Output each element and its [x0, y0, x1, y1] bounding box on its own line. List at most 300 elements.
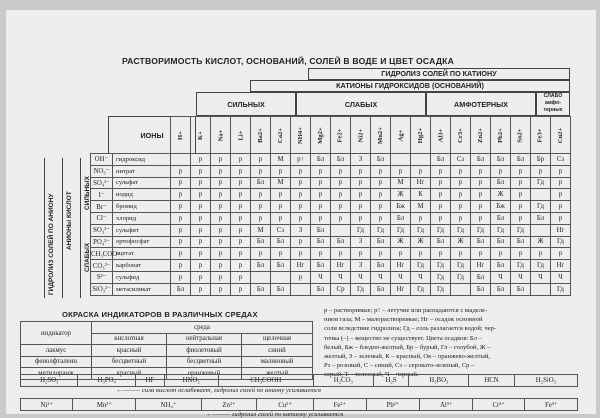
- indicator-color: красный: [92, 368, 167, 380]
- table-row: [91, 165, 571, 177]
- solubility-cell: Гд: [431, 283, 451, 295]
- solubility-cell: р: [431, 177, 451, 189]
- solubility-cell: р: [531, 165, 551, 177]
- solubility-cell: р: [331, 177, 351, 189]
- solubility-cell: Нг: [411, 177, 431, 189]
- solubility-cell: р: [471, 177, 491, 189]
- solubility-cell: р: [231, 177, 251, 189]
- solubility-cell: р: [251, 189, 271, 201]
- solubility-cell: Ч: [311, 271, 331, 283]
- solubility-cell: р: [331, 189, 351, 201]
- solubility-cell: Бж: [491, 201, 511, 213]
- solubility-cell: р: [271, 212, 291, 224]
- solubility-cell: р: [431, 165, 451, 177]
- indicator-color: оранжевый: [167, 368, 242, 380]
- solubility-cell: Бл: [491, 212, 511, 224]
- medium-acid: кислотная: [92, 333, 167, 345]
- solubility-cell: [531, 224, 551, 236]
- solubility-cell: М: [411, 201, 431, 213]
- cation-header: Fe3+: [531, 117, 551, 154]
- solubility-cell: М: [271, 177, 291, 189]
- cation-header: Zn2+: [471, 117, 491, 154]
- solubility-cell: р: [291, 177, 311, 189]
- legend-line: белый, Бж – бледно-желтый, Бр – бурый, Гл – голубой, Ж –: [324, 343, 491, 351]
- solubility-cell: р: [171, 224, 191, 236]
- solubility-cell: Бл: [171, 283, 191, 295]
- solubility-cell: р: [351, 165, 371, 177]
- cation-header-row: [91, 117, 571, 154]
- solubility-cell: Бл: [471, 283, 491, 295]
- solubility-cell: Бл: [491, 260, 511, 272]
- solubility-cell: Гд: [551, 236, 571, 248]
- solubility-cell: Ч: [391, 271, 411, 283]
- solubility-cell: [271, 271, 291, 283]
- solubility-cell: [391, 154, 411, 166]
- cation-header: K+: [191, 117, 211, 154]
- anion-formula: NO₃⁻: [91, 165, 113, 177]
- solubility-cell: Ж: [451, 236, 471, 248]
- indicator-row: [21, 345, 313, 357]
- solubility-cell: [531, 189, 551, 201]
- solubility-cell: Нг: [551, 224, 571, 236]
- header-ions: ИОНЫ: [108, 116, 196, 154]
- cation-formula: Zn²⁺: [201, 399, 256, 411]
- side-rule: [62, 158, 63, 298]
- solubility-cell: р: [211, 283, 231, 295]
- solubility-cell: Ж: [391, 189, 411, 201]
- solubility-cell: р: [371, 177, 391, 189]
- legend-line: нием газа; М – малорастворимые; Нг – осадок основной: [324, 316, 483, 324]
- acid-formula: H₃BO₃: [409, 375, 469, 387]
- table-row: [91, 236, 571, 248]
- solubility-cell: Бл: [251, 283, 271, 295]
- cation-header: Fe2+: [331, 117, 351, 154]
- solubility-cell: р: [191, 224, 211, 236]
- solubility-cell: Бл: [491, 283, 511, 295]
- solubility-cell: р: [171, 177, 191, 189]
- solubility-cell: Гд: [391, 224, 411, 236]
- solubility-cell: р: [371, 201, 391, 213]
- solubility-cell: р: [231, 201, 251, 213]
- solubility-cell: Бл: [491, 154, 511, 166]
- solubility-cell: [171, 154, 191, 166]
- solubility-cell: Гд: [351, 283, 371, 295]
- solubility-cell: р: [211, 189, 231, 201]
- solubility-cell: Бл: [371, 260, 391, 272]
- solubility-cell: р: [191, 177, 211, 189]
- solubility-cell: р: [311, 248, 331, 260]
- solubility-cell: Бл: [251, 260, 271, 272]
- anion-name: сульфат: [113, 177, 171, 189]
- solubility-cell: М: [251, 224, 271, 236]
- cation-header: Ba2+: [251, 117, 271, 154]
- solubility-cell: Бл: [311, 260, 331, 272]
- medium-alkaline: щелочная: [242, 333, 313, 345]
- solubility-cell: З: [351, 154, 371, 166]
- indicator-row: [21, 356, 313, 368]
- solubility-cell: р: [231, 212, 251, 224]
- table-row: [91, 212, 571, 224]
- cation-header: Sn2+: [511, 117, 531, 154]
- indicator-color: фиолетовый: [167, 345, 242, 357]
- solubility-cell: р: [451, 248, 471, 260]
- solubility-cell: Гд: [351, 224, 371, 236]
- solubility-cell: Ср: [331, 283, 351, 295]
- solubility-cell: р: [331, 212, 351, 224]
- header-weak: СЛАБЫХ: [296, 92, 426, 116]
- solubility-cell: [291, 283, 311, 295]
- solubility-cell: З: [291, 224, 311, 236]
- solubility-cell: Ч: [511, 271, 531, 283]
- acid-formula: H₂CO₃: [313, 375, 373, 387]
- solubility-cell: р: [211, 236, 231, 248]
- anion-formula: OH⁻: [91, 154, 113, 166]
- solubility-cell: р: [191, 260, 211, 272]
- medium-col-header: среда: [92, 322, 313, 334]
- indicator-name: метилоранж: [21, 368, 92, 380]
- solubility-cell: р: [551, 177, 571, 189]
- solubility-cell: р: [291, 201, 311, 213]
- cation-header: Al3+: [431, 117, 451, 154]
- solubility-cell: Ч: [331, 271, 351, 283]
- solubility-cell: р: [171, 189, 191, 201]
- solubility-cell: р: [371, 212, 391, 224]
- solubility-cell: р: [191, 236, 211, 248]
- solubility-cell: Нг: [331, 260, 351, 272]
- solubility-cell: р: [351, 177, 371, 189]
- solubility-cell: р: [171, 165, 191, 177]
- solubility-cell: р: [231, 165, 251, 177]
- cation-formula: Fe²⁺: [314, 399, 366, 411]
- indicator-col-header: индикатор: [21, 322, 92, 345]
- solubility-cell: Сз: [271, 224, 291, 236]
- solubility-cell: Бл: [371, 283, 391, 295]
- solubility-cell: Гд: [511, 260, 531, 272]
- legend-line: р – растворимые; р↑ – летучие или распадаются с выделе-: [324, 307, 488, 314]
- solubility-cell: Бж: [391, 201, 411, 213]
- indicator-color: синий: [242, 345, 313, 357]
- anion-name: метасиликат: [113, 283, 171, 295]
- cation-header: Ag+: [391, 117, 411, 154]
- header-strong: СИЛЬНЫХ: [196, 92, 296, 116]
- legend-line: Рз – розовый, С – синий, Сз – серовато-зеленый, Ср –: [324, 362, 475, 370]
- solubility-cell: Бл: [431, 236, 451, 248]
- solubility-cell: [251, 271, 271, 283]
- anion-name: сульфит: [113, 224, 171, 236]
- solubility-cell: р: [291, 165, 311, 177]
- solubility-cell: [451, 283, 471, 295]
- cation-header: Pb2+: [491, 117, 511, 154]
- legend-line: соли вследствие гидролиза; Гд – соль разлагается водой; чер-: [324, 325, 497, 333]
- solubility-cell: М: [391, 177, 411, 189]
- solubility-cell: р: [211, 165, 231, 177]
- solubility-cell: р: [391, 248, 411, 260]
- solubility-cell: р: [511, 189, 531, 201]
- solubility-cell: р: [211, 201, 231, 213]
- anion-formula: PO₄³⁻: [91, 236, 113, 248]
- solubility-cell: р: [191, 189, 211, 201]
- solubility-cell: Ч: [411, 271, 431, 283]
- solubility-cell: р: [371, 189, 391, 201]
- solubility-cell: р: [431, 212, 451, 224]
- cation-formula: Fe³⁺: [525, 399, 578, 411]
- side-strong: СИЛЬНЫХ: [84, 176, 91, 210]
- acid-formula: H₃PO₄: [78, 375, 135, 387]
- solubility-cell: К: [411, 189, 431, 201]
- cation-header: Cr3+: [451, 117, 471, 154]
- acid-formula: H₂SO₃: [21, 375, 78, 387]
- solubility-cell: р: [191, 212, 211, 224]
- solubility-cell: р: [211, 154, 231, 166]
- solubility-cell: р: [351, 248, 371, 260]
- solubility-cell: Бл: [371, 154, 391, 166]
- header-hydrolysis-cation: ГИДРОЛИЗ СОЛЕЙ ПО КАТИОНУ: [308, 68, 570, 80]
- anion-formula: SiO₃²⁻: [91, 283, 113, 295]
- legend-line: точка (–) – вещество не существует. Цвета осадков: Бл –: [324, 334, 482, 342]
- solubility-cell: [331, 224, 351, 236]
- solubility-cell: Бл: [311, 236, 331, 248]
- solubility-cell: р: [531, 248, 551, 260]
- document-sheet: [6, 10, 596, 418]
- solubility-cell: Бл: [271, 283, 291, 295]
- medium-neutral: нейтральная: [167, 333, 242, 345]
- anion-name: карбонат: [113, 260, 171, 272]
- solubility-cell: Ж: [531, 236, 551, 248]
- solubility-cell: р: [171, 236, 191, 248]
- solubility-cell: Бл: [511, 283, 531, 295]
- solubility-cell: Бл: [311, 224, 331, 236]
- indicator-name: лакмус: [21, 345, 92, 357]
- solubility-cell: р: [231, 189, 251, 201]
- solubility-cell: р: [471, 189, 491, 201]
- indicator-color: малиновый: [242, 356, 313, 368]
- solubility-cell: Бл: [391, 212, 411, 224]
- solubility-cell: р: [511, 212, 531, 224]
- anion-name: гидроксид: [113, 154, 171, 166]
- solubility-cell: р: [411, 248, 431, 260]
- table-row: [91, 177, 571, 189]
- solubility-cell: р: [231, 271, 251, 283]
- legend-line: серый, Т – телесный, Ч – черный.: [324, 371, 419, 379]
- side-acid-anions: АНИОНЫ КИСЛОТ: [66, 191, 73, 250]
- solubility-cell: р: [231, 224, 251, 236]
- acids-caption: ←——— сила кислот ослабевает, гидролиз солей по аниону усиливается: [116, 387, 321, 394]
- solubility-cell: Бл: [251, 236, 271, 248]
- solubility-cell: Сз: [551, 154, 571, 166]
- legend-notes: [324, 306, 496, 380]
- solubility-cell: р: [251, 165, 271, 177]
- solubility-cell: Бл: [511, 154, 531, 166]
- solubility-cell: р: [511, 248, 531, 260]
- cation-header: Cu2+: [551, 117, 571, 154]
- acid-formula: HF: [135, 375, 164, 387]
- side-rule: [80, 158, 81, 298]
- solubility-cell: р: [191, 271, 211, 283]
- solubility-cell: р: [511, 177, 531, 189]
- solubility-cell: Бл: [271, 236, 291, 248]
- solubility-cell: Ч: [491, 271, 511, 283]
- anion-formula: SO₃²⁻: [91, 224, 113, 236]
- acid-formula: HNO₂: [164, 375, 218, 387]
- solubility-cell: р: [511, 201, 531, 213]
- solubility-cell: р: [231, 236, 251, 248]
- solubility-cell: р: [551, 189, 571, 201]
- solubility-cell: р: [351, 212, 371, 224]
- solubility-cell: р: [451, 201, 471, 213]
- solubility-cell: р: [471, 201, 491, 213]
- solubility-cell: Ч: [551, 271, 571, 283]
- solubility-cell: р: [271, 165, 291, 177]
- cation-header: Ni2+: [351, 117, 371, 154]
- solubility-cell: Гд: [531, 260, 551, 272]
- solubility-cell: Бл: [371, 236, 391, 248]
- header-cations-hydroxides: КАТИОНЫ ГИДРОКСИДОВ (ОСНОВАНИЙ): [250, 80, 570, 92]
- solubility-cell: З: [351, 260, 371, 272]
- anion-name: бромид: [113, 201, 171, 213]
- solubility-cell: р: [251, 212, 271, 224]
- cation-header: H+: [171, 117, 191, 154]
- solubility-table: [90, 116, 571, 296]
- solubility-cell: р: [551, 212, 571, 224]
- side-weak: СЛАБЫХ: [84, 242, 91, 272]
- solubility-cell: р: [551, 248, 571, 260]
- solubility-cell: Бл: [311, 283, 331, 295]
- table-row: [91, 271, 571, 283]
- solubility-cell: р: [231, 248, 251, 260]
- header-amphoteric: АМФОТЕРНЫХ: [426, 92, 536, 116]
- solubility-cell: р: [171, 201, 191, 213]
- solubility-cell: Гд: [411, 283, 431, 295]
- solubility-cell: р: [271, 248, 291, 260]
- solubility-cell: р: [291, 248, 311, 260]
- table-row: [91, 189, 571, 201]
- solubility-cell: р: [411, 212, 431, 224]
- indicator-name: фенолфталеин: [21, 356, 92, 368]
- solubility-cell: р: [211, 177, 231, 189]
- solubility-cell: р: [431, 248, 451, 260]
- acid-formula: HCN: [469, 375, 515, 387]
- table-row: [91, 260, 571, 272]
- solubility-cell: р: [471, 212, 491, 224]
- indicator-color: красный: [92, 345, 167, 357]
- solubility-cell: р: [491, 248, 511, 260]
- solubility-cell: р: [331, 165, 351, 177]
- solubility-cell: р: [551, 201, 571, 213]
- cation-header: Mg2+: [311, 117, 331, 154]
- solubility-cell: Бл: [471, 154, 491, 166]
- acid-formula: H₂S: [373, 375, 409, 387]
- solubility-cell: р: [511, 165, 531, 177]
- solubility-cell: р: [191, 283, 211, 295]
- side-rule: [44, 158, 45, 298]
- solubility-cell: Бл: [271, 260, 291, 272]
- cation-header: Ca2+: [271, 117, 291, 154]
- solubility-cell: Гд: [431, 271, 451, 283]
- solubility-cell: р: [311, 165, 331, 177]
- solubility-cell: Гд: [411, 260, 431, 272]
- solubility-cell: З: [351, 236, 371, 248]
- solubility-cell: р: [311, 201, 331, 213]
- solubility-cell: р: [351, 201, 371, 213]
- anion-formula: Cl⁻: [91, 212, 113, 224]
- solubility-cell: Бл: [471, 271, 491, 283]
- solubility-cell: Бр: [531, 154, 551, 166]
- solubility-cell: Гд: [551, 283, 571, 295]
- anion-name: ортофосфат: [113, 236, 171, 248]
- cation-formula: NH₄⁺: [136, 399, 202, 411]
- anion-formula: Br⁻: [91, 201, 113, 213]
- indicator-color: бесцветный: [167, 356, 242, 368]
- solubility-cell: Бл: [491, 177, 511, 189]
- solubility-cell: р: [451, 177, 471, 189]
- solubility-cell: р: [271, 201, 291, 213]
- solubility-cell: р↑: [291, 154, 311, 166]
- solubility-cell: [531, 283, 551, 295]
- solubility-cell: р: [371, 165, 391, 177]
- solubility-cell: Бл: [511, 236, 531, 248]
- solubility-cell: р: [191, 165, 211, 177]
- solubility-cell: Бл: [331, 236, 351, 248]
- anion-name: нитрат: [113, 165, 171, 177]
- solubility-cell: Гд: [451, 260, 471, 272]
- solubility-cell: р: [351, 189, 371, 201]
- cation-formula: Pb²⁺: [366, 399, 420, 411]
- solubility-cell: Ж: [411, 236, 431, 248]
- cation-formula: Cu²⁺: [257, 399, 314, 411]
- solubility-cell: Бл: [251, 177, 271, 189]
- solubility-cell: р: [211, 212, 231, 224]
- solubility-cell: Гд: [531, 177, 551, 189]
- solubility-cell: р: [251, 248, 271, 260]
- solubility-cell: р: [311, 212, 331, 224]
- cation-formula: Mn²⁺: [73, 399, 136, 411]
- solubility-cell: Гд: [471, 224, 491, 236]
- solubility-cell: Гд: [431, 260, 451, 272]
- solubility-cell: Сз: [451, 154, 471, 166]
- solubility-cell: Гд: [411, 224, 431, 236]
- solubility-cell: р: [311, 189, 331, 201]
- indicator-color: бесцветный: [92, 356, 167, 368]
- table-row: [91, 224, 571, 236]
- anion-formula: S²⁻: [91, 271, 113, 283]
- solubility-cell: р: [451, 189, 471, 201]
- indicator-color: желтый: [242, 368, 313, 380]
- cation-header: Li+: [231, 117, 251, 154]
- solubility-cell: р: [431, 189, 451, 201]
- cation-header: Hg2+: [411, 117, 431, 154]
- solubility-cell: р: [251, 154, 271, 166]
- solubility-cell: р: [331, 248, 351, 260]
- solubility-cell: р: [291, 271, 311, 283]
- solubility-cell: Бл: [331, 154, 351, 166]
- solubility-cell: Нг: [291, 260, 311, 272]
- solubility-cell: Нг: [391, 260, 411, 272]
- anion-formula: I⁻: [91, 189, 113, 201]
- solubility-cell: р: [191, 248, 211, 260]
- solubility-cell: р: [231, 260, 251, 272]
- anion-formula: CO₃²⁻: [91, 260, 113, 272]
- solubility-cell: р: [471, 165, 491, 177]
- solubility-cell: р: [251, 201, 271, 213]
- solubility-cell: Гд: [451, 271, 471, 283]
- cations-row: [20, 398, 578, 411]
- solubility-cell: Гд: [371, 224, 391, 236]
- solubility-cell: р: [171, 212, 191, 224]
- acid-formula: CH₃COOH: [218, 375, 313, 387]
- solubility-cell: Ч: [531, 271, 551, 283]
- anion-name: иодид: [113, 189, 171, 201]
- header-weak-amphoteric: СЛАБО амфо-терных: [536, 92, 570, 116]
